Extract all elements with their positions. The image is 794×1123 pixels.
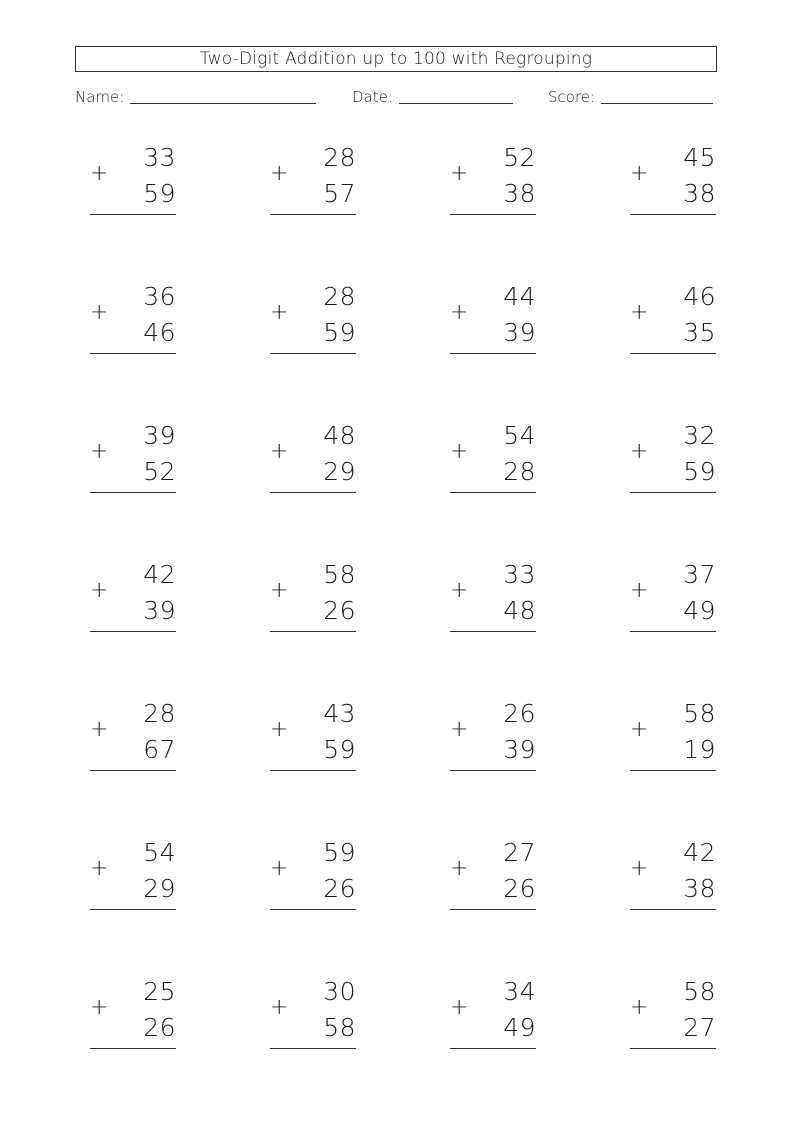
plus-sign: + [90,856,109,881]
bottom-addend: 38 [503,179,536,208]
top-addend: 32 [683,421,716,450]
answer-line[interactable] [270,353,356,354]
answer-line[interactable] [630,909,716,910]
answer-line[interactable] [90,631,176,632]
answer-line[interactable] [450,214,536,215]
top-addend: 44 [503,282,536,311]
addition-problem [450,560,536,644]
answer-line[interactable] [630,770,716,771]
plus-sign: + [270,578,289,603]
top-addend: 28 [323,282,356,311]
answer-line[interactable] [630,353,716,354]
bottom-addend: 19 [683,735,716,764]
top-addend: 28 [143,699,176,728]
plus-sign: + [630,995,649,1020]
bottom-addend: 59 [323,735,356,764]
answer-line[interactable] [270,1048,356,1049]
plus-sign: + [270,439,289,464]
answer-line[interactable] [450,492,536,493]
addition-problem [270,699,356,783]
bottom-addend: 27 [683,1013,716,1042]
top-addend: 58 [683,977,716,1006]
answer-line[interactable] [90,1048,176,1049]
top-addend: 48 [323,421,356,450]
plus-sign: + [450,578,469,603]
plus-sign: + [630,856,649,881]
addition-problem [90,143,176,227]
answer-line[interactable] [450,909,536,910]
addition-problem [630,282,716,366]
bottom-addend: 26 [503,874,536,903]
bottom-addend: 58 [323,1013,356,1042]
addition-problem [270,977,356,1061]
plus-sign: + [90,995,109,1020]
bottom-addend: 39 [143,596,176,625]
answer-line[interactable] [450,353,536,354]
top-addend: 33 [143,143,176,172]
top-addend: 36 [143,282,176,311]
score-label: Score: [548,88,596,106]
bottom-addend: 67 [143,735,176,764]
bottom-addend: 59 [683,457,716,486]
plus-sign: + [630,439,649,464]
plus-sign: + [90,300,109,325]
plus-sign: + [270,161,289,186]
addition-problem [450,838,536,922]
top-addend: 42 [683,838,716,867]
plus-sign: + [450,995,469,1020]
addition-problem [90,838,176,922]
plus-sign: + [450,439,469,464]
bottom-addend: 29 [323,457,356,486]
addition-problem [630,838,716,922]
bottom-addend: 49 [683,596,716,625]
addition-problem [630,143,716,227]
addition-problem [450,977,536,1061]
plus-sign: + [90,578,109,603]
plus-sign: + [450,717,469,742]
bottom-addend: 35 [683,318,716,347]
top-addend: 27 [503,838,536,867]
addition-problem [630,699,716,783]
top-addend: 46 [683,282,716,311]
worksheet-title-text: Two-Digit Addition up to 100 with Regrouping [199,49,593,69]
bottom-addend: 59 [323,318,356,347]
top-addend: 58 [683,699,716,728]
addition-problem [270,282,356,366]
answer-line[interactable] [270,492,356,493]
addition-problem [450,143,536,227]
addition-problem [450,282,536,366]
bottom-addend: 38 [683,874,716,903]
top-addend: 25 [143,977,176,1006]
top-addend: 45 [683,143,716,172]
addition-problem [270,421,356,505]
bottom-addend: 59 [143,179,176,208]
answer-line[interactable] [270,909,356,910]
answer-line[interactable] [630,1048,716,1049]
addition-problem [270,838,356,922]
bottom-addend: 39 [503,318,536,347]
answer-line[interactable] [450,1048,536,1049]
top-addend: 54 [503,421,536,450]
top-addend: 33 [503,560,536,589]
answer-line[interactable] [270,214,356,215]
plus-sign: + [270,856,289,881]
addition-problem [270,560,356,644]
bottom-addend: 48 [503,596,536,625]
bottom-addend: 38 [683,179,716,208]
plus-sign: + [90,161,109,186]
answer-line[interactable] [630,631,716,632]
top-addend: 43 [323,699,356,728]
bottom-addend: 52 [143,457,176,486]
bottom-addend: 26 [143,1013,176,1042]
plus-sign: + [630,717,649,742]
plus-sign: + [450,300,469,325]
bottom-addend: 28 [503,457,536,486]
answer-line[interactable] [90,353,176,354]
top-addend: 42 [143,560,176,589]
answer-line[interactable] [270,770,356,771]
answer-line[interactable] [270,631,356,632]
top-addend: 54 [143,838,176,867]
plus-sign: + [90,439,109,464]
plus-sign: + [630,300,649,325]
addition-problem [630,421,716,505]
addition-problem [90,421,176,505]
addition-problem [90,560,176,644]
addition-problem [630,977,716,1061]
bottom-addend: 46 [143,318,176,347]
plus-sign: + [450,856,469,881]
bottom-addend: 29 [143,874,176,903]
addition-problem [630,560,716,644]
bottom-addend: 39 [503,735,536,764]
top-addend: 34 [503,977,536,1006]
answer-line[interactable] [90,909,176,910]
addition-problem [90,282,176,366]
top-addend: 30 [323,977,356,1006]
addition-problem [450,699,536,783]
addition-problem [450,421,536,505]
answer-line[interactable] [630,492,716,493]
top-addend: 39 [143,421,176,450]
top-addend: 59 [323,838,356,867]
answer-line[interactable] [450,770,536,771]
bottom-addend: 26 [323,874,356,903]
top-addend: 37 [683,560,716,589]
top-addend: 28 [323,143,356,172]
answer-line[interactable] [90,770,176,771]
plus-sign: + [270,717,289,742]
addition-problem [90,699,176,783]
answer-line[interactable] [90,492,176,493]
plus-sign: + [270,300,289,325]
plus-sign: + [630,161,649,186]
plus-sign: + [90,717,109,742]
top-addend: 52 [503,143,536,172]
answer-line[interactable] [630,214,716,215]
plus-sign: + [450,161,469,186]
answer-line[interactable] [450,631,536,632]
top-addend: 26 [503,699,536,728]
plus-sign: + [270,995,289,1020]
answer-line[interactable] [90,214,176,215]
name-label: Name: [75,88,125,106]
addition-problem [270,143,356,227]
addition-problem [90,977,176,1061]
date-label: Date: [352,88,393,106]
bottom-addend: 49 [503,1013,536,1042]
plus-sign: + [630,578,649,603]
bottom-addend: 26 [323,596,356,625]
top-addend: 58 [323,560,356,589]
bottom-addend: 57 [323,179,356,208]
